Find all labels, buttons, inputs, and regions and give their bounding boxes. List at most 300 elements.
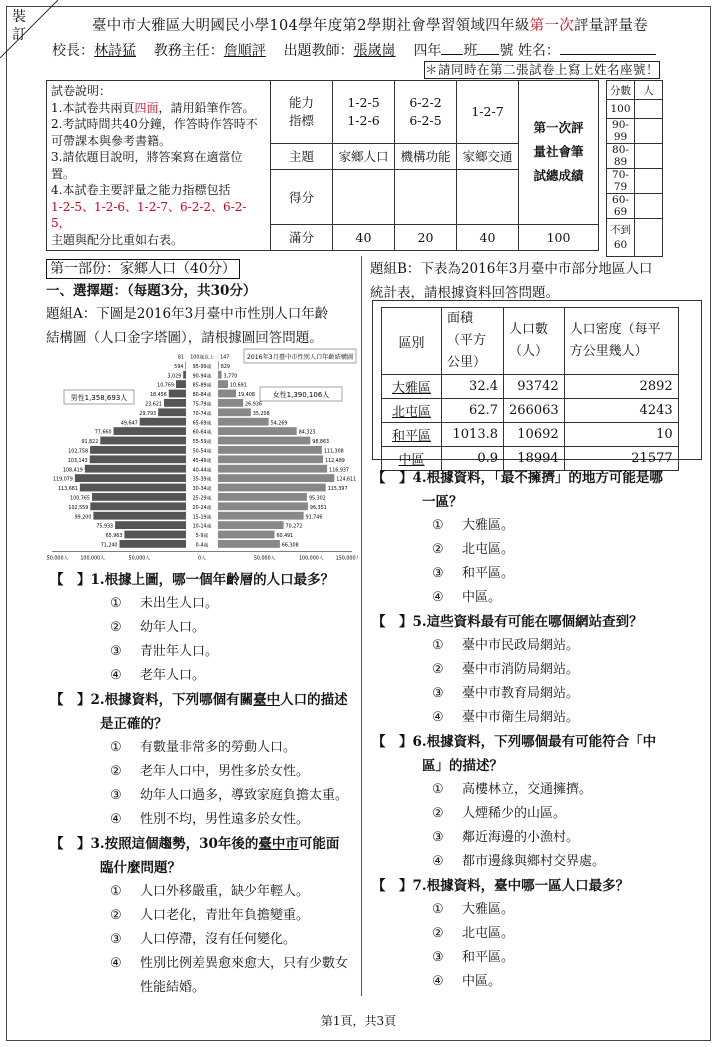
- age-label: 95-99歲: [192, 364, 212, 370]
- choice-heading: 一、選擇題：（每題3分，共30分）: [46, 283, 257, 299]
- answer-option[interactable]: [110, 976, 205, 1000]
- question-text: 6.根據資料，下列哪個最有可能符合「中: [412, 734, 657, 750]
- male-value: 65,963: [105, 534, 123, 540]
- grade-count[interactable]: [635, 194, 663, 219]
- female-bar: [218, 399, 243, 407]
- groupB-line1: 題組B：下表為2016年3月臺中市部分地區人口: [370, 261, 653, 277]
- female-value: 70,272: [285, 524, 303, 530]
- age-label: 50-54歲: [192, 449, 212, 455]
- population-table: [381, 307, 679, 471]
- age-label: 30-34歲: [192, 487, 212, 493]
- question-stem: [50, 568, 334, 592]
- female-value: 147: [220, 355, 230, 361]
- answer-option[interactable]: [110, 592, 218, 616]
- district-name: 中區: [382, 447, 442, 471]
- female-label: 女性1,390,106人: [272, 391, 330, 399]
- female-value: 115,397: [327, 487, 348, 493]
- col-header-area: 面積（平方公里）: [442, 308, 504, 375]
- female-bar: [218, 418, 269, 426]
- age-label: 60-64歲: [192, 430, 212, 436]
- answer-option[interactable]: [432, 850, 605, 874]
- answer-option[interactable]: [432, 826, 579, 850]
- answer-option[interactable]: [110, 952, 348, 976]
- topic-label: 主題: [271, 143, 333, 169]
- option-text: 大雅區。: [462, 902, 515, 917]
- column-divider: [361, 256, 362, 996]
- x-tick-label: 150,000人: [46, 556, 69, 562]
- grade-row: 不到60: [607, 219, 635, 257]
- female-bar: [218, 484, 326, 492]
- option-text: 高樓林立，交通擁擠。: [462, 782, 593, 797]
- topic-2: 機構功能: [395, 143, 457, 169]
- female-value: 54,269: [270, 421, 288, 427]
- female-value: 10,691: [229, 383, 247, 389]
- grade-row: 90-99: [607, 119, 635, 144]
- answer-option[interactable]: [432, 898, 514, 922]
- female-bar: [218, 474, 334, 482]
- option-mark: ②: [432, 542, 444, 557]
- x-tick-label: 50,000人: [253, 556, 276, 562]
- principal-name: 林詩猛: [94, 43, 136, 59]
- grade-table: [606, 80, 663, 257]
- female-bar: [218, 465, 327, 473]
- number-field[interactable]: [477, 43, 499, 55]
- male-value: 100,765: [70, 496, 90, 502]
- option-text: 性能結婚。: [140, 980, 206, 995]
- option-mark: ③: [432, 686, 444, 701]
- population-pyramid-svg: [46, 346, 358, 568]
- option-mark: ④: [432, 590, 444, 605]
- option-mark: ④: [110, 668, 122, 683]
- answer-option[interactable]: [432, 802, 566, 826]
- female-bar: [218, 521, 284, 529]
- answer-bracket[interactable]: 【 】: [372, 734, 413, 750]
- answer-option[interactable]: [432, 682, 579, 706]
- total-label: 滿分: [271, 224, 333, 250]
- option-mark: ③: [432, 950, 444, 965]
- answer-option[interactable]: [432, 586, 501, 610]
- district-population: 93742: [504, 375, 565, 399]
- female-value: 98,863: [312, 440, 330, 446]
- notice-box: ＊請同時在第二張試卷上寫上姓名座號！: [425, 62, 660, 77]
- question-text: 3.按照這個趨勢，30年後的: [90, 836, 259, 852]
- x-tick-label: 100,000人: [80, 556, 105, 562]
- female-value: 124,611: [336, 477, 357, 483]
- answer-bracket[interactable]: 【 】: [372, 470, 413, 486]
- male-value: 119,079: [53, 477, 73, 483]
- instructions-line4: 4.本試卷主要評量之能力指標包括: [51, 183, 231, 197]
- option-text: 北屯區。: [462, 926, 515, 941]
- male-bar: [80, 484, 186, 492]
- title-suffix: 評量評量卷: [574, 18, 649, 34]
- age-label: 65-69歲: [192, 421, 212, 427]
- male-bar: [85, 465, 186, 473]
- instructions: [47, 81, 271, 251]
- population-pyramid: [46, 346, 358, 568]
- option-mark: ④: [110, 812, 122, 827]
- director-name: 詹順評: [223, 43, 266, 59]
- female-bar: [218, 427, 297, 435]
- male-bar: [124, 531, 186, 539]
- age-label: 15-19歲: [192, 515, 212, 521]
- question-text-underlined: 臺中: [253, 692, 281, 708]
- age-label: 75-79歲: [192, 402, 212, 408]
- grade-count[interactable]: [635, 219, 663, 257]
- female-value: 3,770: [223, 374, 238, 380]
- female-value: 26,936: [245, 402, 262, 408]
- x-tick-label: 0人: [198, 556, 206, 562]
- grade-row: 100: [607, 100, 635, 119]
- option-mark: ②: [432, 662, 444, 677]
- district-area: 1013.8: [442, 423, 504, 447]
- answer-option[interactable]: [110, 808, 309, 832]
- male-value: 91,822: [81, 440, 99, 446]
- option-text: 青壯年人口。: [140, 644, 219, 659]
- district-population: 10692: [504, 423, 565, 447]
- option-mark: ③: [432, 566, 444, 581]
- option-text: 人口停滯，沒有任何變化。: [140, 932, 297, 947]
- age-label: 5-9歲: [195, 534, 209, 540]
- male-bar: [114, 427, 186, 435]
- female-value: 116,937: [329, 468, 349, 474]
- male-bar: [90, 502, 186, 510]
- x-tick-label: 150,000人: [335, 556, 358, 562]
- option-mark: ①: [110, 884, 122, 899]
- female-value: 91,746: [305, 515, 323, 521]
- male-bar: [120, 540, 186, 548]
- age-label: 40-44歲: [192, 468, 212, 474]
- page-title: [40, 14, 700, 35]
- score-field-1[interactable]: [333, 169, 395, 224]
- option-text: 臺中市衛生局網站。: [462, 710, 580, 725]
- male-value: 77,660: [94, 430, 112, 436]
- answer-option[interactable]: [432, 538, 514, 562]
- answer-option[interactable]: [432, 706, 579, 730]
- question-stem: [50, 688, 348, 712]
- ability-2: 6-2-2 6-2-5: [395, 81, 457, 144]
- option-mark: ②: [432, 926, 444, 941]
- grade-count[interactable]: [635, 100, 663, 119]
- class-label: 班: [463, 43, 478, 59]
- female-value: 35,208: [252, 411, 270, 417]
- summary-cell: 第一次評量社會筆試總成績: [519, 81, 599, 225]
- male-bar: [140, 418, 186, 426]
- instructions-line5: 主題與配分比重如右表。: [51, 232, 184, 247]
- title-text: 臺中市大雅區大明國民小學104學年度第2學期社會學習領域四年級: [91, 18, 530, 34]
- option-mark: ④: [110, 956, 122, 971]
- col-header-population: 人口數（人）: [504, 308, 565, 375]
- answer-bracket[interactable]: 【 】: [372, 614, 413, 630]
- male-value: 81: [177, 355, 184, 361]
- female-bar: [218, 531, 274, 539]
- male-bar: [100, 437, 186, 445]
- option-text: 都市邊緣與鄉村交界處。: [462, 854, 606, 869]
- answer-option[interactable]: [432, 658, 579, 682]
- class-field[interactable]: [441, 43, 463, 55]
- age-label: 80-84歲: [192, 393, 212, 399]
- question-text: 4.根據資料，「最不擁擠」的地方可能是哪: [412, 470, 663, 486]
- female-bar: [218, 493, 307, 501]
- answer-bracket[interactable]: 【 】: [50, 836, 91, 852]
- female-bar: [218, 446, 322, 454]
- number-label: 號: [499, 43, 514, 59]
- male-bar: [75, 474, 186, 482]
- male-value: 102,758: [68, 449, 89, 455]
- chart-title: 2016年3月臺中市性別人口年齡結構圖: [246, 354, 354, 361]
- question-stem: [372, 466, 663, 490]
- option-text: 幼年人口過多，導致家庭負擔太重。: [140, 788, 349, 803]
- score-label: 得分: [271, 169, 333, 224]
- option-text: 人口老化，青壯年負擔變重。: [140, 908, 310, 923]
- district-population: 18994: [504, 447, 565, 471]
- male-bar: [158, 408, 186, 416]
- question-text: 5.這些資料最有可能在哪個網站查到？: [412, 614, 643, 630]
- district-name: 和平區: [382, 423, 442, 447]
- option-text: 有數量非常多的勞動人口。: [140, 740, 297, 755]
- male-value: 49,647: [120, 421, 138, 427]
- district-density: 4243: [564, 399, 678, 423]
- option-text: 臺中市教育局網站。: [462, 686, 580, 701]
- option-mark: ②: [110, 620, 122, 635]
- district-density: 21577: [564, 447, 678, 471]
- age-label: 45-49歲: [192, 458, 212, 464]
- option-mark: ②: [110, 764, 122, 779]
- question-stem-cont: 臨什麼問題？: [100, 860, 181, 876]
- male-label: 男性1,358,693人: [70, 394, 128, 402]
- female-bar: [218, 502, 308, 510]
- option-text: 鄰近海邊的小漁村。: [462, 830, 580, 845]
- answer-option[interactable]: [110, 928, 296, 952]
- age-label: 35-39歲: [192, 477, 212, 483]
- answer-option[interactable]: [110, 904, 309, 928]
- total-3: 40: [457, 224, 519, 250]
- score-field-3[interactable]: [457, 169, 519, 224]
- female-value: 84,323: [298, 430, 316, 436]
- option-mark: ②: [110, 908, 122, 923]
- instructions-line1: 1.本試卷共兩頁四面，請用鉛筆作答。: [51, 100, 255, 115]
- district-area: 32.4: [442, 375, 504, 399]
- district-population: 266063: [504, 399, 565, 423]
- option-text: 臺中市消防局網站。: [462, 662, 580, 677]
- option-text: 大雅區。: [462, 518, 515, 533]
- instructions-indicators: 1-2-5、1-2-6、1-2-7、6-2-2、6-2-5，: [51, 199, 247, 230]
- male-bar: [176, 380, 186, 388]
- age-label: 20-24歲: [192, 505, 212, 511]
- grade-row: 70-79: [607, 169, 635, 194]
- answer-option[interactable]: [432, 634, 579, 658]
- male-value: 108,419: [62, 468, 83, 474]
- male-value: 99,200: [74, 515, 92, 521]
- answer-option[interactable]: [110, 640, 218, 664]
- grade-count[interactable]: [635, 144, 663, 169]
- x-tick-label: 50,000人: [128, 556, 151, 562]
- question-text-underlined: 臺中市: [258, 836, 299, 852]
- option-text: 和平區。: [462, 566, 515, 581]
- question-text: 可能面: [298, 836, 340, 852]
- option-mark: ③: [110, 788, 122, 803]
- answer-option[interactable]: [432, 514, 514, 538]
- male-bar: [92, 493, 186, 501]
- grade-count[interactable]: [635, 119, 663, 144]
- female-value: 95,302: [308, 496, 326, 502]
- page-footer: 第1頁，共3頁: [320, 1014, 397, 1028]
- option-mark: ②: [432, 806, 444, 821]
- option-mark: ③: [110, 932, 122, 947]
- answer-option[interactable]: [432, 970, 501, 994]
- female-value: 112,489: [324, 458, 345, 464]
- question-stem: [50, 832, 339, 856]
- option-text: 老年人口中，男性多於女性。: [140, 764, 310, 779]
- col-header-district: 區別: [382, 308, 442, 375]
- question-text: 1.根據上圖，哪一個年齡層的人口最多？: [90, 572, 335, 588]
- total-2: 20: [395, 224, 457, 250]
- answer-option[interactable]: [432, 946, 514, 970]
- female-value: 60,491: [276, 534, 294, 540]
- female-bar: [218, 455, 323, 463]
- col-header-density: 人口密度（每平方公里幾人）: [564, 308, 678, 375]
- female-bar: [218, 408, 251, 416]
- district-area: 0.9: [442, 447, 504, 471]
- male-value: 10,769: [157, 383, 174, 389]
- male-value: 113,681: [58, 487, 78, 493]
- option-mark: ①: [432, 518, 444, 533]
- director-label: 教務主任：: [153, 43, 224, 59]
- binding-label: 裝訂: [12, 9, 26, 43]
- title-red: 第一次: [529, 18, 575, 34]
- answer-option[interactable]: [110, 760, 309, 784]
- total-all: 100: [519, 224, 599, 250]
- question-stem: [372, 730, 656, 754]
- grade-header-score: 分數: [607, 81, 635, 100]
- age-label: 25-29歲: [192, 496, 212, 502]
- groupA-line1: 題組A：下圖是2016年3月臺中市性別人口年齡: [46, 306, 329, 322]
- female-bar: [218, 371, 222, 379]
- option-text: 臺中市民政局網站。: [462, 638, 580, 653]
- staff-line: [52, 40, 656, 60]
- question-text: 人口的描述: [280, 692, 348, 708]
- district-name: 大雅區: [382, 375, 442, 399]
- male-bar: [93, 512, 186, 520]
- x-tick-label: 100,000人: [299, 556, 324, 562]
- answer-option[interactable]: [110, 880, 309, 904]
- grade-row: 80-89: [607, 144, 635, 169]
- male-value: 29,793: [139, 411, 157, 417]
- age-label: 55-59歲: [192, 440, 212, 446]
- female-value: 96,351: [309, 505, 327, 511]
- answer-option[interactable]: [432, 562, 514, 586]
- total-1: 40: [333, 224, 395, 250]
- female-value: 829: [220, 364, 230, 370]
- answer-option[interactable]: [110, 664, 205, 688]
- male-bar: [90, 455, 186, 463]
- ability-3: 1-2-7: [457, 81, 519, 144]
- district-density: 10: [564, 423, 678, 447]
- option-text: 中區。: [462, 974, 502, 989]
- answer-option[interactable]: [432, 922, 514, 946]
- score-field-2[interactable]: [395, 169, 457, 224]
- age-label: 70-74歲: [192, 411, 212, 417]
- question-stem: [372, 610, 643, 634]
- option-mark: ③: [432, 830, 444, 845]
- grade-header-count: 人: [635, 81, 663, 100]
- male-value: 75,933: [96, 524, 114, 530]
- groupA-line2: 結構圖（人口金字塔圖），請根據圖回答問題。: [46, 330, 323, 346]
- district-name: 北屯區: [382, 399, 442, 423]
- part1-heading: 第一部份：家鄉人口（40分）: [46, 259, 240, 279]
- teacher-label: 出題教師：: [283, 43, 354, 59]
- instructions-heading: 試卷說明：: [51, 84, 112, 98]
- question-text: 7.根據資料，臺中哪一區人口最多？: [412, 878, 630, 894]
- option-text: 人煙稀少的山區。: [462, 806, 567, 821]
- topic-1: 家鄉人口: [333, 143, 395, 169]
- male-value: 18,456: [149, 393, 167, 399]
- grade-label: 四年: [413, 43, 442, 59]
- district-area: 62.7: [442, 399, 504, 423]
- male-value: 103,143: [67, 458, 88, 464]
- female-bar: [218, 361, 219, 369]
- age-label: 100歲以上: [190, 355, 214, 361]
- teacher-name: 張嵗崗: [353, 43, 396, 59]
- age-label: 90-94歲: [192, 374, 212, 380]
- female-bar: [218, 380, 228, 388]
- option-mark: ④: [432, 854, 444, 869]
- female-value: 19,408: [238, 393, 255, 399]
- female-bar: [218, 512, 304, 520]
- principal-label: 校長：: [52, 43, 94, 59]
- info-table: [46, 80, 599, 251]
- option-text: 和平區。: [462, 950, 515, 965]
- age-label: 10-14歲: [192, 524, 212, 530]
- grade-count[interactable]: [635, 169, 663, 194]
- male-value: 102,559: [68, 505, 89, 511]
- name-label: 姓名：: [517, 43, 560, 59]
- answer-option[interactable]: [432, 778, 592, 802]
- question-stem: [372, 874, 629, 898]
- male-value: 23,621: [145, 402, 162, 408]
- male-bar: [115, 521, 186, 529]
- instructions-line3: 3.請依題目說明，將答案寫在適當位置。: [51, 150, 243, 181]
- female-value: 111,308: [323, 449, 344, 455]
- option-text: 中區。: [462, 590, 502, 605]
- male-bar: [185, 361, 186, 369]
- instructions-line2: 2.考試時間共40分鐘，作答時作答時不可帶課本與參考書籍。: [51, 117, 258, 148]
- option-mark: ④: [432, 974, 444, 989]
- answer-bracket[interactable]: 【 】: [372, 878, 413, 894]
- male-value: 594: [174, 364, 184, 370]
- option-text: 北屯區。: [462, 542, 515, 557]
- answer-option[interactable]: [110, 784, 348, 808]
- option-mark: ③: [110, 644, 122, 659]
- male-value: 3,029: [167, 374, 182, 380]
- topic-3: 家鄉交通: [457, 143, 519, 169]
- groupB-line2: 統計表，請根據資料回答問題。: [370, 285, 559, 301]
- answer-option[interactable]: [110, 736, 296, 760]
- ability-label: 能力指標: [271, 81, 333, 144]
- age-label: 0-4歲: [195, 543, 209, 549]
- male-value: 71,240: [100, 543, 118, 549]
- question-stem-cont: 一區？: [422, 494, 463, 510]
- option-text: 人口外移嚴重，缺少年輕人。: [140, 884, 310, 899]
- answer-bracket[interactable]: 【 】: [50, 572, 91, 588]
- age-label: 85-89歲: [192, 383, 212, 389]
- option-text: 老年人口。: [140, 668, 206, 683]
- option-text: 性別比例差異愈來愈大，只有少數女: [140, 956, 349, 971]
- question-text: 2.根據資料，下列哪個有關: [90, 692, 254, 708]
- answer-option[interactable]: [110, 616, 205, 640]
- answer-bracket[interactable]: 【 】: [50, 692, 91, 708]
- name-field[interactable]: [560, 43, 656, 55]
- option-text: 幼年人口。: [140, 620, 206, 635]
